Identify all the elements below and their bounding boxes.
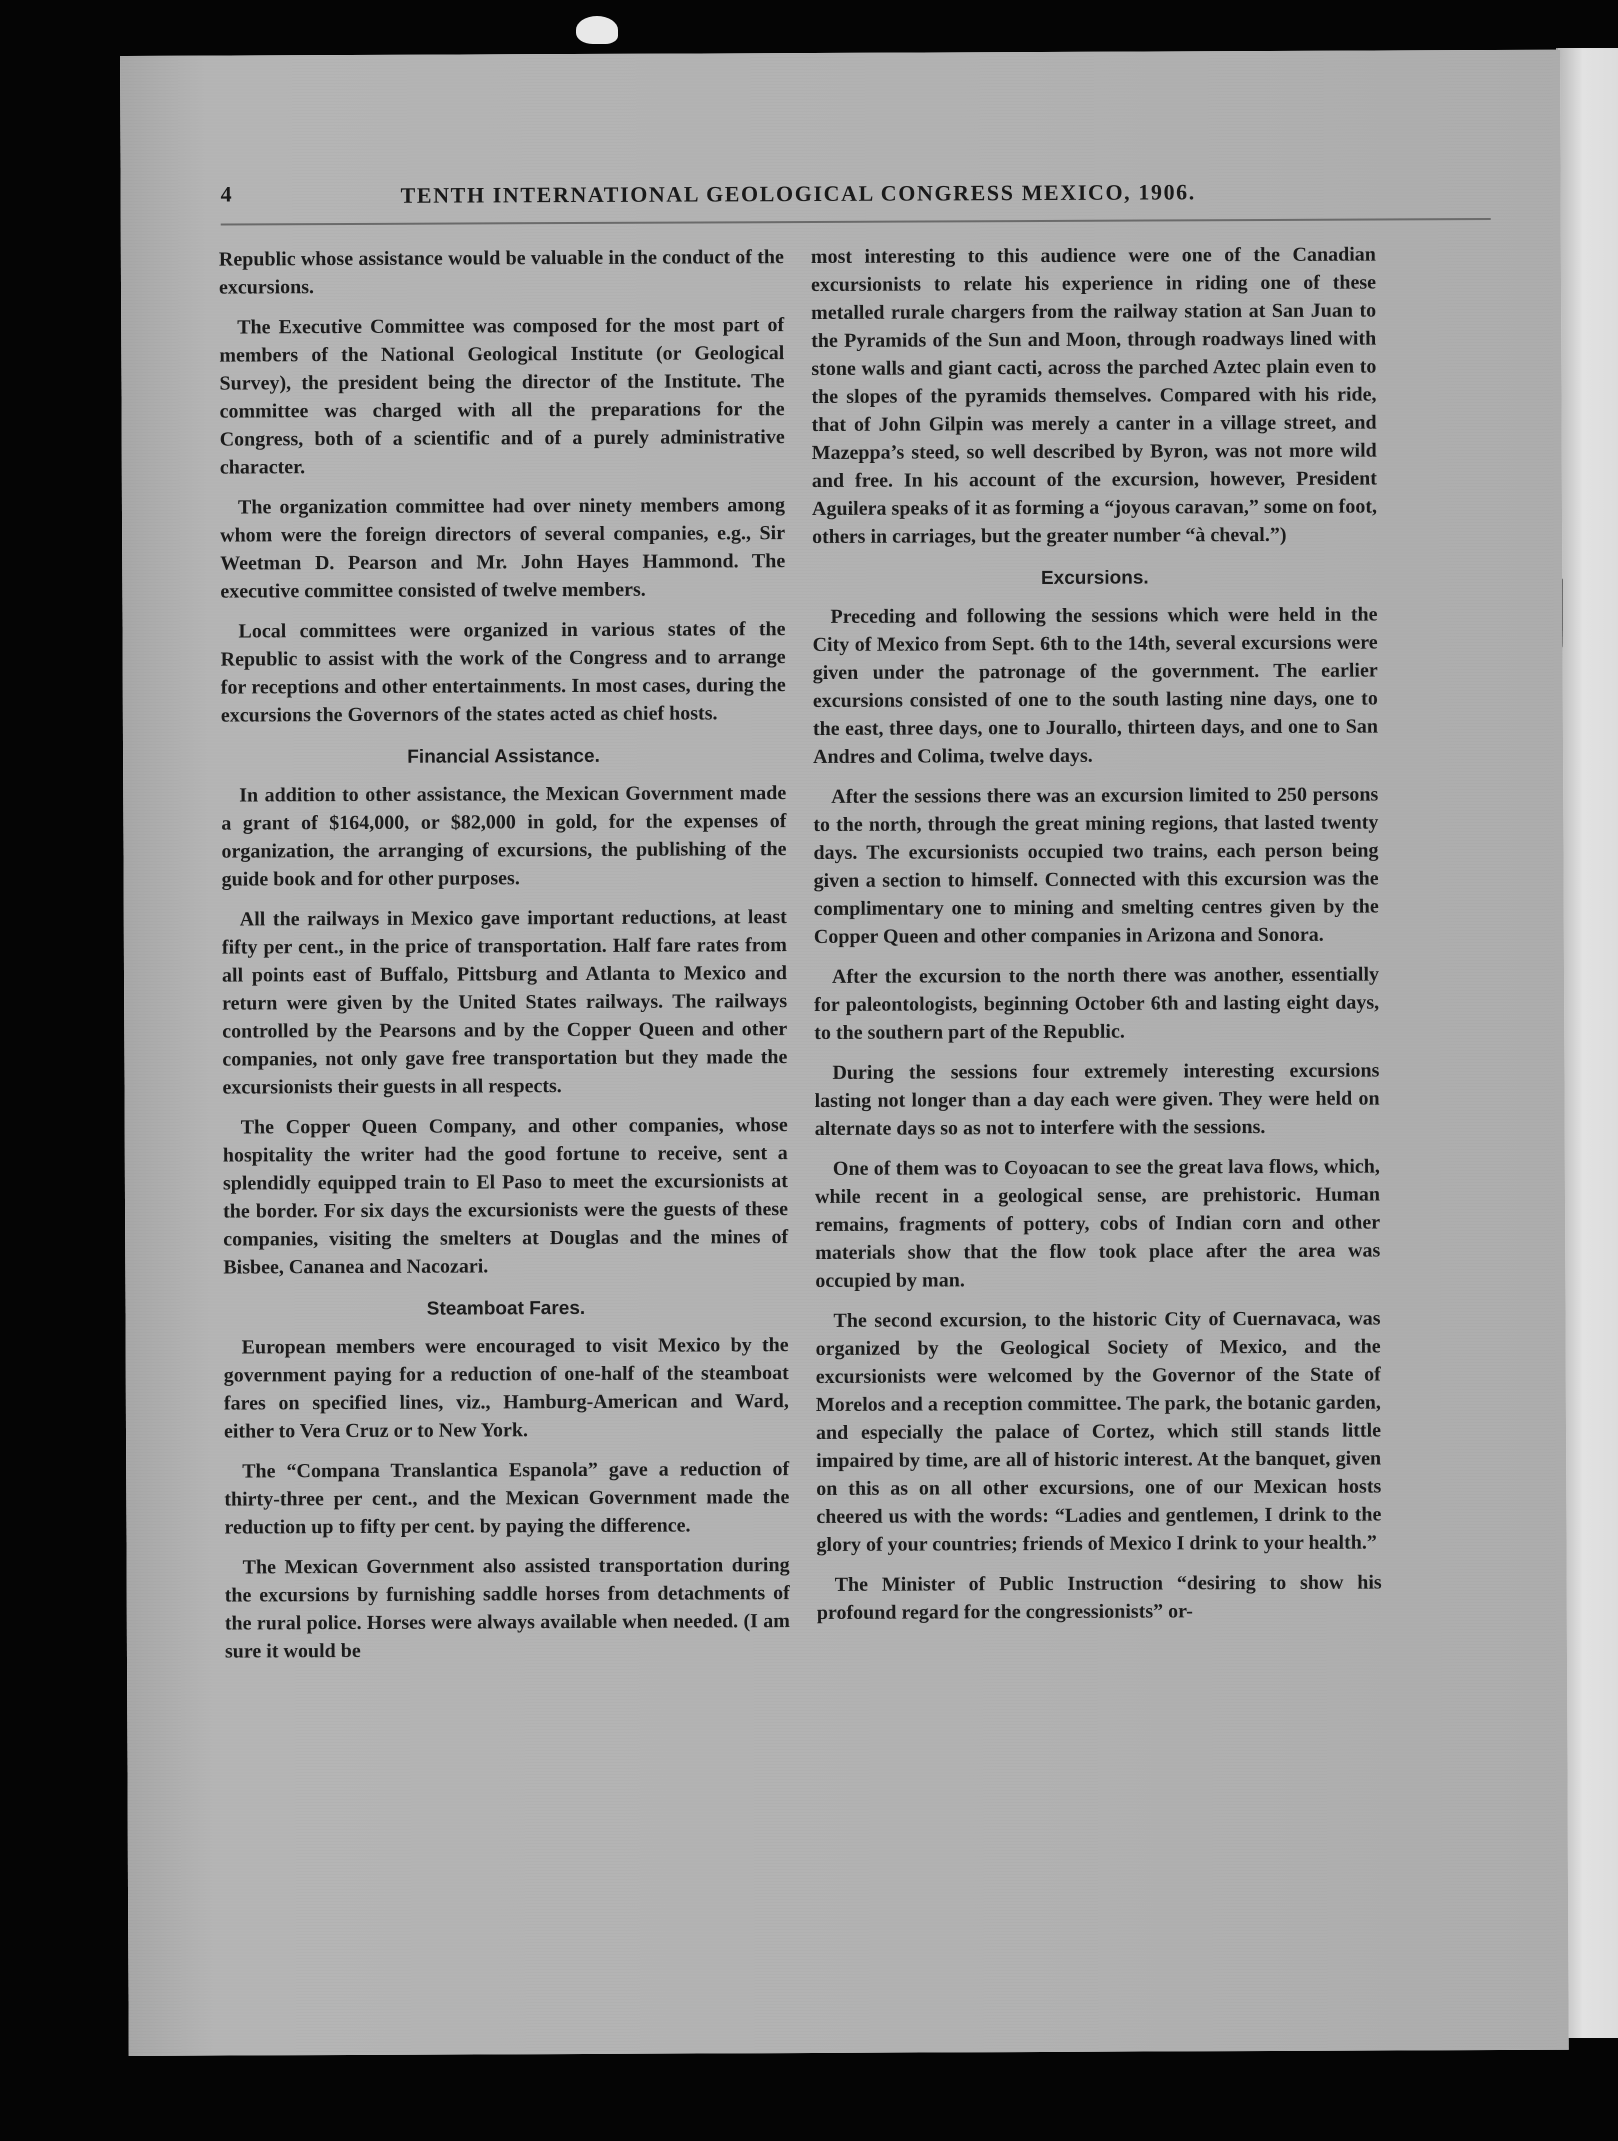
paragraph: Republic whose assistance would be valuable in the conduct of the excursions. [218, 246, 784, 299]
paragraph: In addition to other assistance, the Mexican Government made a grant of $164,000, or $82,000 in gold, for the expenses of organization, the arranging of excursions, the publishing of the guide book and for other purposes. [221, 782, 787, 891]
left-column [219, 243, 790, 1677]
page-number: 4 [220, 181, 232, 207]
paragraph: During the sessions four extremely interesting excursions lasting not longer than a day each were given. They were held on alternate days so as not to interfere with the sessions. [814, 1059, 1380, 1140]
paragraph: The Executive Committee was composed for the most part of members of the National Geological Institute (or Geological Survey), the president being the director of the Institute. The committee was charged with all the preparations for the Congress, both of a scientific and of a purely administrative character. [219, 314, 785, 479]
paragraph: most interesting to this audience were one of the Canadian excursionists to relate his experience in riding one of these metalled rurale chargers from the railway station at San Juan to the Pyramids of the Sun and Moon, through roadways lined with stone walls and giant cacti, across the parched Aztec plain even to the slopes of the pyramids themselves. Compared with his ride, that of John Gilpin was merely a canter in a village street, and Mazeppa’s steed, so well described by Byron, was not more wild and free. In his account of the excursion, however, President Aguilera speaks of it as forming a “joyous caravan,” some on foot, others in carriages, but the greater number “à cheval.”) [810, 243, 1378, 548]
paragraph: After the excursion to the north there was another, essentially for paleontologists, beginning October 6th and lasting eight days, to the southern part of the Republic. [814, 963, 1380, 1044]
paragraph: European members were encouraged to visit Mexico by the government paying for a reduction of one-half of the steamboat fares on specified lines, viz., Hamburg-American and Ward, either to Vera Cruz or to New York. [223, 1334, 789, 1443]
paragraph: Local committees were organized in various states of the Republic to assist with the work of the Congress and to arrange for receptions and other entertainments. In most cases, during the excursions the Governors of the states acted as chief hosts. [220, 618, 786, 727]
paragraph: The organization committee had over ninety members among whom were the foreign directors of several companies, e.g., Sir Weetman D. Pearson and Mr. John Hayes Hammond. The executive committee consisted of twelve members. [220, 494, 786, 603]
paragraph: One of them was to Coyoacan to see the great lava flows, which, while recent in a geological sense, are prehistoric. Human remains, fragments of pottery, cobs of Indian corn and other materials show that the flow took place after the area was occupied by man. [814, 1155, 1381, 1292]
paragraph: After the sessions there was an excursion limited to 250 persons to the north, through the great mining regions, that lasted twenty days. The excursionists occupied two trains, each person being given a section to himself. Connected with this excursion was the complimentary one to mining and smelting centres given by the Copper Queen and other companies in Arizona and Sonora. [813, 783, 1379, 948]
paragraph: All the railways in Mexico gave important reductions, at least fifty per cent., in the price of transportation. Half fare rates from all points east of Buffalo, Pittsburg and Atlanta to Mexico and return were given by the United States railways. The railways controlled by the Pearsons and by the Copper Queen and other companies, not only gave free transportation but they made the excursionists their guests in all respects. [221, 906, 788, 1099]
paragraph: The Copper Queen Company, and other companies, whose hospitality the writer had the good fortune to receive, sent a splendidly equipped train to El Paso to meet the excursionists at the border. For six days the excursionists were the guests of these companies, visiting the smelters at Douglas and the mines of Bisbee, Cananea and Nacozari. [222, 1114, 789, 1279]
paragraph: The Mexican Government also assisted transportation during the excursions by furnishing saddle horses from detachments of the rural police. Horses were always available when needed. (I am sure it would be [224, 1554, 790, 1663]
document-page [120, 50, 1569, 2056]
section-heading: Steamboat Fares. [426, 1297, 586, 1320]
section-heading: Excursions. [1040, 567, 1149, 589]
running-title: TENTH INTERNATIONAL GEOLOGICAL CONGRESS MEXICO, 1906. [400, 179, 1196, 208]
scan-artifact [576, 16, 618, 44]
paragraph: The second excursion, to the historic City of Cuernavaca, was organized by the Geological Society of Mexico, and the excursionists were welcomed by the Governor of the State of Morelos and a reception committee. The park, the botanic garden, and especially the palace of Cortez, which still stands little impaired by time, are all of historic interest. At the banquet, given on this as on all other excursions, one of our Mexican hosts cheered us with the words: “Ladies and gentlemen, I drink to the glory of your countries; friends of Mexico I drink to your health.” [815, 1307, 1382, 1556]
page-header [221, 176, 1491, 222]
paragraph: The “Compana Translantica Espanola” gave a reduction of thirty-three per cent., and the Mexican Government made the reduction up to fifty per cent. by paying the difference. [224, 1458, 790, 1539]
section-heading: Financial Assistance. [407, 745, 600, 768]
paragraph: The Minister of Public Instruction “desiring to show his profound regard for the congressionists” or- [816, 1571, 1382, 1624]
paragraph: Preceding and following the sessions which were held in the City of Mexico from Sept. 6th to the 14th, several excursions were given under the patronage of the government. The earlier excursions consisted of one to the south lasting nine days, one to the east, three days, one to Jourallo, thirteen days, and one to San Andres and Colima, twelve days. [812, 603, 1378, 768]
right-column [811, 241, 1382, 1639]
